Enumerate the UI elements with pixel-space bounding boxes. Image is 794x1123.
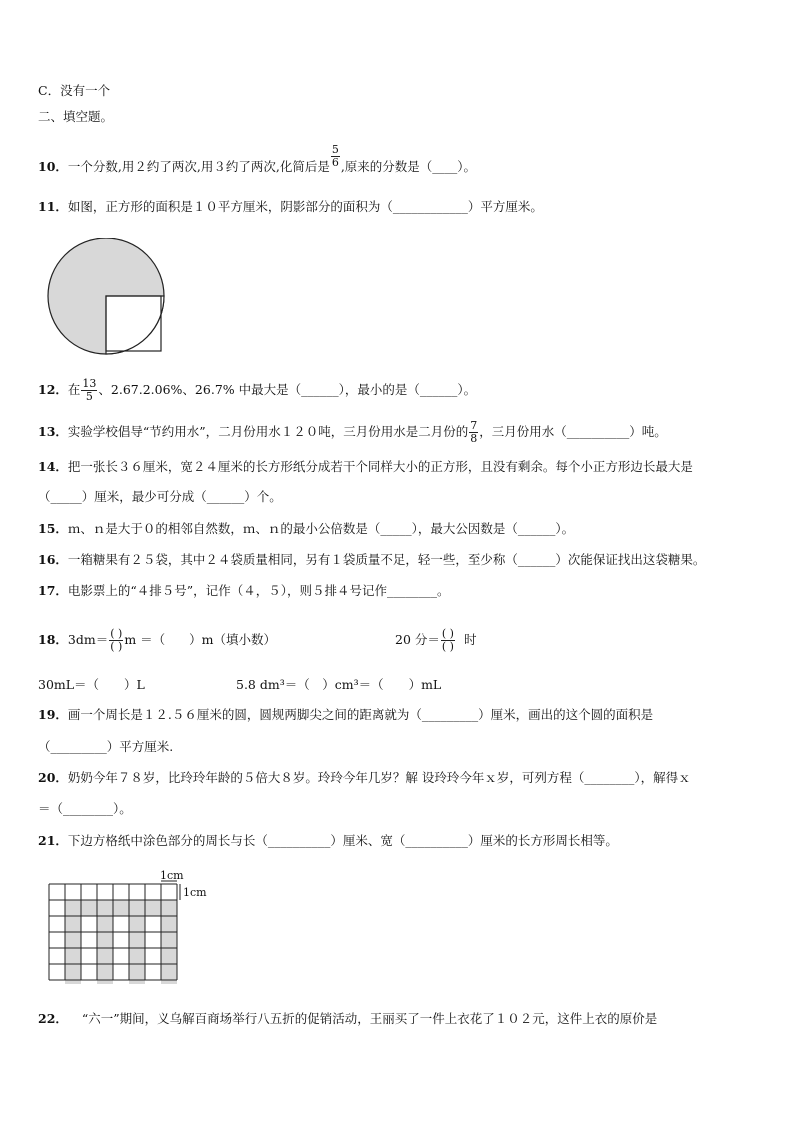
grid-figure xyxy=(48,868,218,988)
question-11: 11．如图，正方形的面积是１０平方厘米，阴影部分的面积为（____________）平方厘米。 xyxy=(38,199,543,214)
unshaded-region xyxy=(106,296,164,354)
fraction: $\frac{( )}{( )}$ xyxy=(441,627,454,653)
question-18-row1: 18．3dm＝ $\frac{( )}{( )}$ m ＝（ ）m（填小数） xyxy=(38,627,276,653)
fraction: $\frac{( )}{( )}$ xyxy=(110,627,123,653)
fraction: $\frac{13}{5}$ xyxy=(82,377,97,403)
question-number: 10． xyxy=(38,159,68,174)
question-13: 13．实验学校倡导“节约用水”，二月份用水１２０吨，三月份用水是二月份的 $\frac{7}{8}$ ，三月份用水（__________）吨。 xyxy=(38,419,667,445)
question-20-line2: ＝（________）。 xyxy=(38,801,132,816)
question-18-row2b: 5.8 dm³＝（ ）cm³＝（ ）mL xyxy=(236,677,442,692)
cell-width-label: 1cm xyxy=(160,869,184,882)
section-heading: 二、填空题。 xyxy=(38,109,114,124)
question-18-row2a: 30mL＝（ ）L xyxy=(38,677,145,692)
question-15: 15．ｍ、ｎ是大于０的相邻自然数，ｍ、ｎ的最小公倍数是（_____），最大公因数是（______）。 xyxy=(38,521,575,536)
question-21: 21．下边方格纸中涂色部分的周长与长（__________）厘米、宽（__________）厘米的长方形周长相等。 xyxy=(38,833,618,848)
question-16: 16．一箱糖果有２５袋，其中２４袋质量相同，另有１袋质量不足，轻一些，至少称（______）次能保证找出这袋糖果。 xyxy=(38,552,706,567)
question-20: 20．奶奶今年７８岁，比玲玲年龄的５倍大８岁。玲玲今年几岁？解 设玲玲今年ｘ岁，可列方程（________），解得ｘ xyxy=(38,770,691,785)
option-c: C．没有一个 xyxy=(38,83,111,98)
fraction: $\frac{5}{6}$ xyxy=(331,143,339,169)
question-14-line2: （_____）厘米，最少可分成（______）个。 xyxy=(38,489,282,504)
question-19: 19．画一个周长是１２.５６厘米的圆，圆规两脚尖之间的距离就为（_________）厘米，画出的这个圆的面积是 xyxy=(38,707,654,722)
question-12: 12．在 $\frac{13}{5}$ 、2.67.2.06%、26.7% 中最大是（______），最小的是（______）。 xyxy=(38,377,477,403)
fraction: $\frac{7}{8}$ xyxy=(470,419,478,445)
question-17: 17．电影票上的“４排５号”，记作（４，５），则５排４号记作________。 xyxy=(38,583,450,598)
question-10: 10．一个分数,用２约了两次,用３约了两次,化简后是 $\frac{5}{6}$ ,原来的分数是（____）。 xyxy=(38,143,477,174)
question-18-row1b: 20 分＝ $\frac{( )}{( )}$ 时 xyxy=(395,627,477,653)
question-19-line2: （_________）平方厘米. xyxy=(38,739,174,754)
shaded-cells xyxy=(65,900,177,984)
question-14: 14．把一张长３６厘米，宽２４厘米的长方形纸分成若干个同样大小的正方形，且没有剩余。每个小正方形边长最大是 xyxy=(38,459,693,474)
question-22: 22． “六一”期间，义乌解百商场举行八五折的促销活动，王丽买了一件上衣花了１０２元，这件上衣的原价是 xyxy=(38,1011,658,1026)
circle-square-figure xyxy=(44,238,168,358)
cell-height-label: 1cm xyxy=(183,886,207,899)
